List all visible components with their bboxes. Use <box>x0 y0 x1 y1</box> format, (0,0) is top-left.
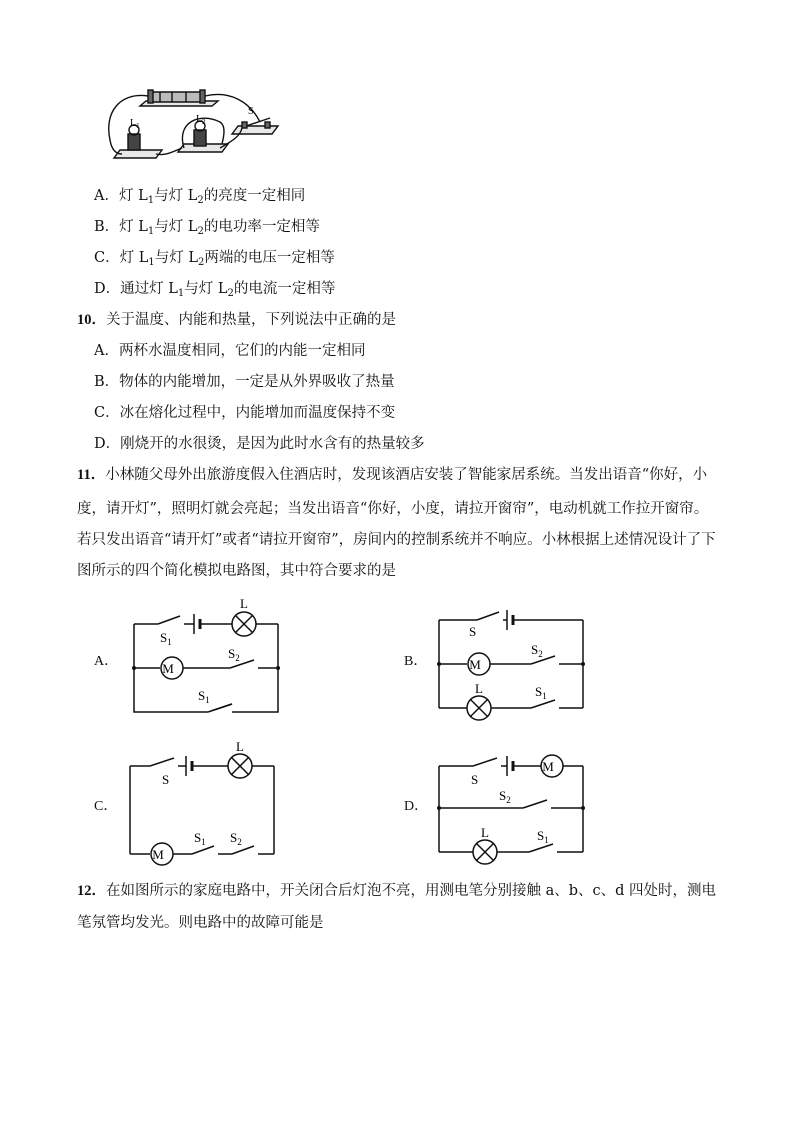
motor-symbol: M <box>469 657 481 672</box>
q11-stem-line-1: 11．小林随父母外出旅游度假入住酒店时，发现该酒店安装了智能家居系统。当发出语音“你好，小 <box>77 467 708 483</box>
q10-option-d: D．刚烧开的水很烫，是因为此时水含有的热量较多 <box>94 436 425 452</box>
q11-stem-line-4: 图所示的四个简化模拟电路图，其中符合要求的是 <box>77 563 396 579</box>
lamp-label: L <box>481 825 489 840</box>
q9-l2-label: $L_2$ <box>196 114 206 126</box>
s2-label: $S_2$ <box>230 830 242 847</box>
motor-symbol: M <box>542 759 554 774</box>
q10-option-b: B．物体的内能增加，一定是从外界吸收了热量 <box>94 374 395 390</box>
s2-label: $S_2$ <box>228 646 240 663</box>
s1-label: $S_1$ <box>198 688 210 705</box>
s1-label: $S_1$ <box>537 828 549 845</box>
q11-circuit-d <box>433 742 593 867</box>
motor-symbol: M <box>152 847 164 862</box>
q11-circuit-c <box>124 742 284 867</box>
s-label: S <box>471 772 479 787</box>
q11-option-b-label: B． <box>404 654 428 669</box>
q9-option-a: A．灯 $L_1$与灯 $L_2$的亮度一定相同 <box>94 188 306 206</box>
lamp-label: L <box>240 598 248 611</box>
q9-l1-label: $L_1$ <box>130 118 140 130</box>
q10-option-c: C．冰在熔化过程中，内能增加而温度保持不变 <box>94 405 396 421</box>
q10-stem: 10．关于温度、内能和热量，下列说法中正确的是 <box>77 312 396 328</box>
lamp-label: L <box>236 742 244 754</box>
q9-s-label: S <box>248 106 254 117</box>
q10-option-a: A．两杯水温度相同，它们的内能一定相同 <box>94 343 366 359</box>
q9-option-c: C．灯 $L_1$与灯 $L_2$两端的电压一定相等 <box>94 250 335 268</box>
s2-label: $S_2$ <box>499 788 511 805</box>
q11-stem-line-2: 度，请开灯”，照明灯就会亮起；当发出语音“你好，小度，请拉开窗帘”，电动机就工作拉开窗帘。 <box>77 501 709 517</box>
q11-option-c-label: C． <box>94 799 118 814</box>
q9-option-d: D．通过灯 $L_1$与灯 $L_2$的电流一定相等 <box>94 281 336 299</box>
q11-circuit-a <box>128 598 288 718</box>
q11-stem-line-3: 若只发出语音“请开灯”或者“请拉开窗帘”，房间内的控制系统并不响应。小林根据上述情况设计了下 <box>77 532 716 548</box>
s1-label: $S_1$ <box>194 830 206 847</box>
q12-stem-line-2: 笔氖管均发光。则电路中的故障可能是 <box>77 915 324 931</box>
s1-label: $S_1$ <box>160 630 172 647</box>
s-label: S <box>162 772 170 787</box>
q9-circuit-figure <box>100 82 290 164</box>
s2-label: $S_2$ <box>531 642 543 659</box>
motor-symbol: M <box>162 661 174 676</box>
q11-option-d-label: D． <box>404 799 429 814</box>
q11-circuit-b <box>433 598 593 723</box>
q11-option-a-label: A． <box>94 654 119 669</box>
s1-label: $S_1$ <box>535 684 547 701</box>
s-label: S <box>469 624 477 639</box>
lamp-label: L <box>475 681 483 696</box>
q9-option-b: B．灯 $L_1$与灯 $L_2$的电功率一定相等 <box>94 219 320 237</box>
q12-stem-line-1: 12．在如图所示的家庭电路中，开关闭合后灯泡不亮，用测电笔分别接触 a、b、c、d 四处时，测电 <box>77 883 717 899</box>
